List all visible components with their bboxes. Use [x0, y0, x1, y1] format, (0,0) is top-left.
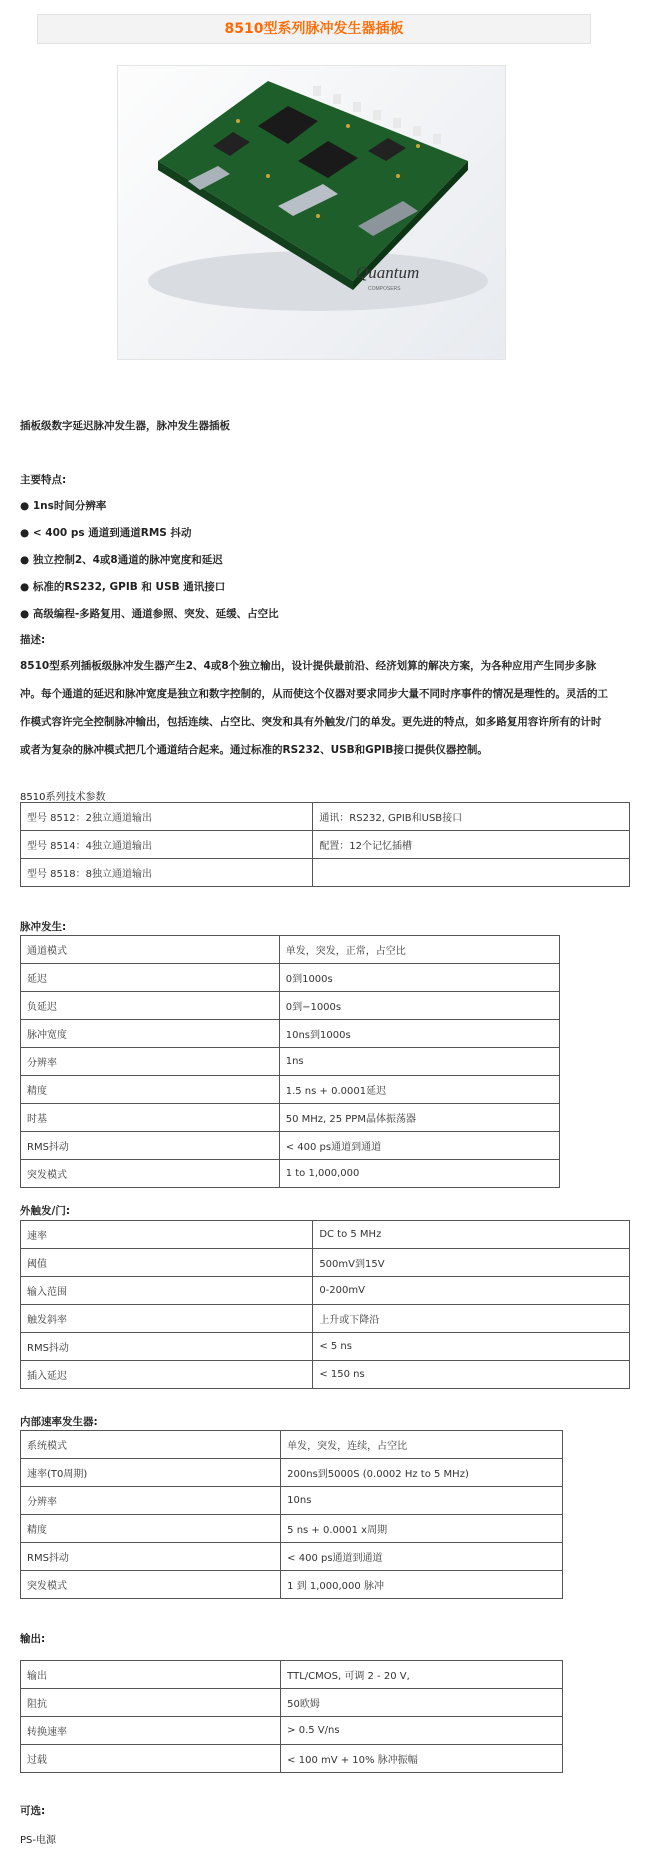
- table-cell: 转换速率: [21, 1717, 281, 1745]
- description-line: 冲。每个通道的延迟和脉冲宽度是独立和数字控制的，从而使这个仪器对要求同步大量不同时序事件的情况是理性的。灵活的工: [20, 688, 608, 700]
- table-cell: 精度: [21, 1515, 281, 1543]
- feature-item: ● 高级编程-多路复用、通道参照、突发、延缓、占空比: [20, 608, 279, 620]
- table-row: [21, 1048, 560, 1076]
- table-cell: 阻抗: [21, 1689, 281, 1717]
- table-row: [21, 1305, 630, 1333]
- table-cell: 突发模式: [21, 1160, 280, 1188]
- table-row: [21, 1571, 563, 1599]
- table-cell: 精度: [21, 1076, 280, 1104]
- table-cell: 速率(T0周期): [21, 1459, 281, 1487]
- table-cell: 型号 8512：2独立通道输出: [21, 803, 313, 831]
- optional-item: PS-电源: [20, 1835, 56, 1846]
- table-cell: 延迟: [21, 964, 280, 992]
- table-cell: 1ns: [279, 1048, 559, 1076]
- table-cell: < 100 mV + 10% 脉冲振幅: [281, 1745, 563, 1773]
- specs-table: [20, 802, 630, 887]
- intro-text: 插板级数字延迟脉冲发生器，脉冲发生器插板: [20, 420, 230, 432]
- table-row: [21, 1132, 560, 1160]
- table-cell: [313, 859, 630, 887]
- table-cell: 通道模式: [21, 936, 280, 964]
- internal-table: [20, 1430, 563, 1599]
- table-cell: 配置：12个记忆插槽: [313, 831, 630, 859]
- feature-item: ● < 400 ps 通道到通道RMS 抖动: [20, 527, 192, 539]
- table-row: [21, 1689, 563, 1717]
- table-cell: 50欧姆: [281, 1689, 563, 1717]
- table-cell: RMS抖动: [21, 1543, 281, 1571]
- table-cell: 1.5 ns + 0.0001延迟: [279, 1076, 559, 1104]
- table-cell: 型号 8514：4独立通道输出: [21, 831, 313, 859]
- table-row: [21, 1717, 563, 1745]
- specs-heading: 8510系列技术参数: [20, 792, 106, 803]
- table-cell: 时基: [21, 1104, 280, 1132]
- page-title: 8510型系列脉冲发生器插板: [37, 14, 591, 44]
- feature-item: ● 独立控制2、4或8通道的脉冲宽度和延迟: [20, 554, 223, 566]
- description-line: 作模式容许完全控制脉冲输出，包括连续、占空比、突发和具有外触发/门的单发。更先进的特点，如多路复用容许所有的计时: [20, 716, 602, 728]
- table-row: [21, 1459, 563, 1487]
- table-cell: 负延迟: [21, 992, 280, 1020]
- table-row: [21, 1361, 630, 1389]
- table-row: [21, 1076, 560, 1104]
- optional-heading: 可选:: [20, 1805, 46, 1817]
- product-photo: [117, 65, 506, 360]
- table-cell: > 0.5 V/ns: [281, 1717, 563, 1745]
- table-cell: 200ns到5000S (0.0002 Hz to 5 MHz): [281, 1459, 563, 1487]
- table-cell: 单发，突发，连续，占空比: [281, 1431, 563, 1459]
- table-row: [21, 1515, 563, 1543]
- table-row: [21, 1431, 563, 1459]
- brand-logo: Quantum: [356, 263, 420, 282]
- output-table: [20, 1660, 563, 1773]
- table-row: [21, 1661, 563, 1689]
- pulse-heading: 脉冲发生:: [20, 921, 67, 933]
- table-cell: 5 ns + 0.0001 x周期: [281, 1515, 563, 1543]
- table-cell: 分辨率: [21, 1048, 280, 1076]
- table-cell: TTL/CMOS, 可调 2 - 20 V,: [281, 1661, 563, 1689]
- table-row: [21, 1277, 630, 1305]
- description-line: 8510型系列插板级脉冲发生器产生2、4或8个独立输出，设计提供最前沿、经济划算的解决方案，为各种应用产生同步多脉: [20, 660, 597, 672]
- features-heading: 主要特点:: [20, 474, 67, 486]
- output-heading: 输出:: [20, 1633, 46, 1645]
- table-cell: < 5 ns: [313, 1333, 630, 1361]
- table-row: [21, 1543, 563, 1571]
- trigger-table: [20, 1220, 630, 1389]
- brand-logo-sub: COMPOSERS: [368, 286, 401, 292]
- table-cell: 脉冲宽度: [21, 1020, 280, 1048]
- table-cell: 过载: [21, 1745, 281, 1773]
- table-cell: 1 to 1,000,000: [279, 1160, 559, 1188]
- table-row: [21, 1333, 630, 1361]
- description-heading: 描述:: [20, 634, 46, 646]
- table-row: [21, 803, 630, 831]
- feature-item: ● 1ns时间分辨率: [20, 500, 107, 512]
- table-cell: 0-200mV: [313, 1277, 630, 1305]
- table-cell: 500mV到15V: [313, 1249, 630, 1277]
- table-cell: 分辨率: [21, 1487, 281, 1515]
- pcb-board-image: [118, 66, 505, 359]
- table-cell: 系统模式: [21, 1431, 281, 1459]
- table-cell: 1 到 1,000,000 脉冲: [281, 1571, 563, 1599]
- table-row: [21, 1020, 560, 1048]
- table-cell: < 400 ps通道到通道: [279, 1132, 559, 1160]
- table-cell: 50 MHz, 25 PPM晶体振荡器: [279, 1104, 559, 1132]
- table-row: [21, 936, 560, 964]
- table-row: [21, 992, 560, 1020]
- table-row: [21, 859, 630, 887]
- table-cell: < 150 ns: [313, 1361, 630, 1389]
- table-cell: RMS抖动: [21, 1132, 280, 1160]
- internal-heading: 内部速率发生器:: [20, 1416, 98, 1428]
- table-cell: 型号 8518：8独立通道输出: [21, 859, 313, 887]
- table-cell: 10ns: [281, 1487, 563, 1515]
- table-cell: < 400 ps通道到通道: [281, 1543, 563, 1571]
- table-cell: 通讯：RS232, GPIB和USB接口: [313, 803, 630, 831]
- table-cell: 0到−1000s: [279, 992, 559, 1020]
- table-cell: 输出: [21, 1661, 281, 1689]
- table-cell: 单发，突发，正常，占空比: [279, 936, 559, 964]
- feature-item: ● 标准的RS232, GPIB 和 USB 通讯接口: [20, 581, 226, 593]
- table-cell: 插入延迟: [21, 1361, 313, 1389]
- table-cell: 0到1000s: [279, 964, 559, 992]
- table-cell: 触发斜率: [21, 1305, 313, 1333]
- table-cell: 输入范围: [21, 1277, 313, 1305]
- table-row: [21, 1104, 560, 1132]
- table-row: [21, 1249, 630, 1277]
- trigger-heading: 外触发/门:: [20, 1205, 71, 1217]
- table-cell: RMS抖动: [21, 1333, 313, 1361]
- table-cell: 突发模式: [21, 1571, 281, 1599]
- table-row: [21, 964, 560, 992]
- table-row: [21, 1160, 560, 1188]
- description-line: 或者为复杂的脉冲模式把几个通道结合起来。通过标准的RS232、USB和GPIB接口提供仪器控制。: [20, 744, 488, 756]
- table-cell: 阈值: [21, 1249, 313, 1277]
- table-cell: 10ns到1000s: [279, 1020, 559, 1048]
- table-cell: 速率: [21, 1221, 313, 1249]
- table-row: [21, 831, 630, 859]
- description-paragraph: [20, 652, 632, 764]
- table-row: [21, 1745, 563, 1773]
- pulse-table: [20, 935, 560, 1188]
- table-cell: 上升或下降沿: [313, 1305, 630, 1333]
- table-cell: DC to 5 MHz: [313, 1221, 630, 1249]
- table-row: [21, 1221, 630, 1249]
- table-row: [21, 1487, 563, 1515]
